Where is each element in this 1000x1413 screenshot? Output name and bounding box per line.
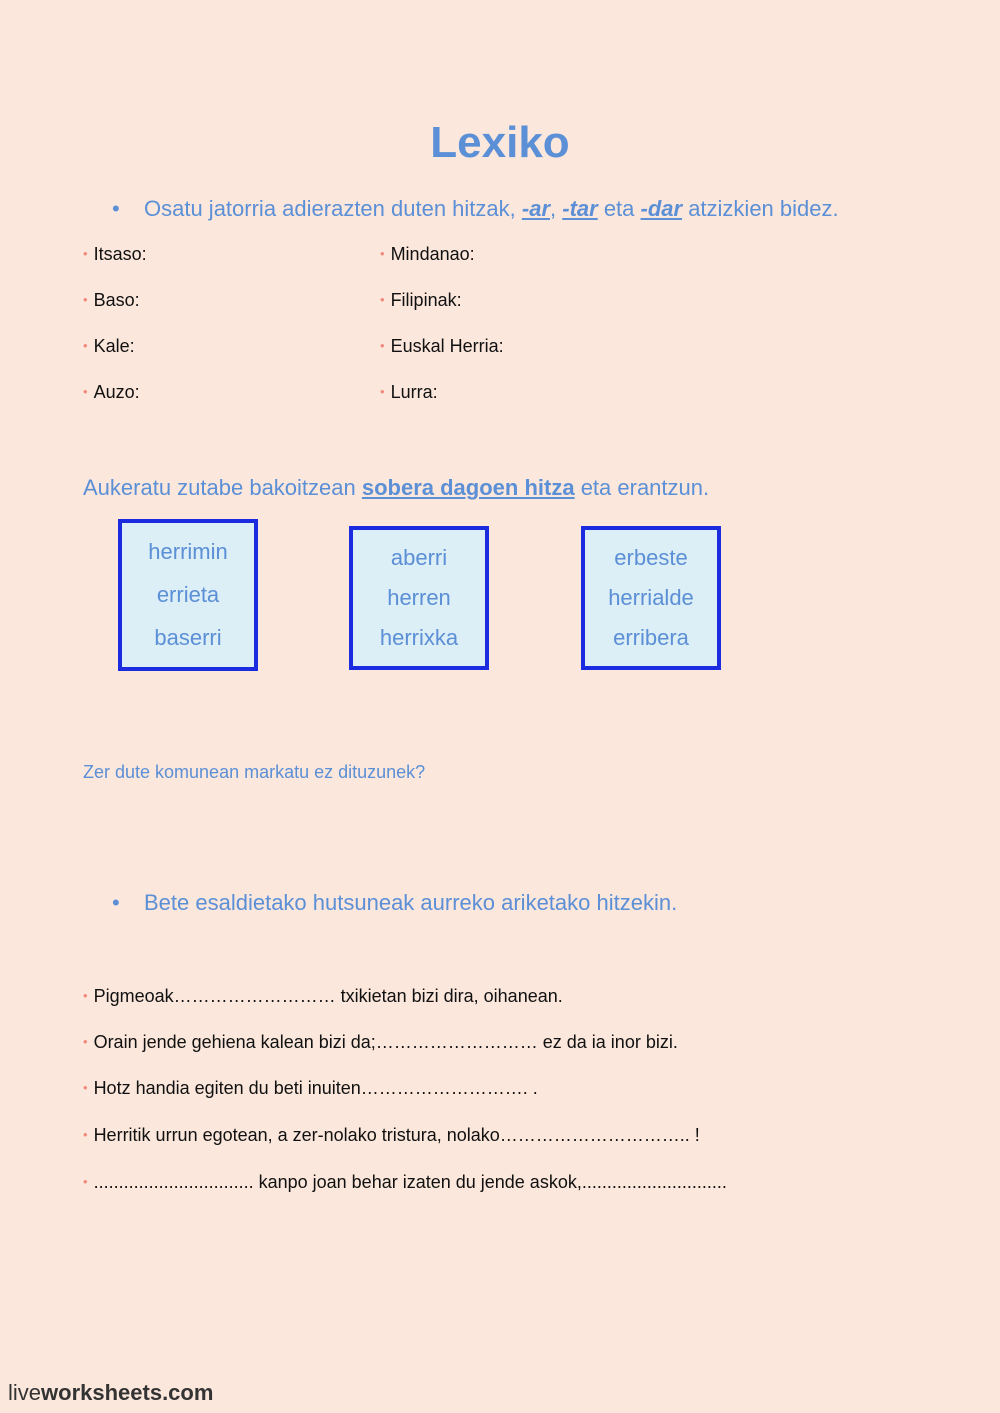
sentence-item[interactable]: • ................................ kanpo joan behar izaten du jende askok,.............................	[83, 1172, 727, 1192]
word-option[interactable]: herrixka	[379, 625, 459, 650]
sentence-item[interactable]: • Pigmeoak……………………… txikietan bizi dira, oihanean.	[83, 986, 563, 1006]
word-option[interactable]: aberri	[390, 545, 448, 570]
word-item[interactable]: • Euskal Herria:	[380, 336, 504, 356]
suffix-ar: -ar	[521, 196, 551, 221]
sentence-item[interactable]: • Herritik urrun egotean, a zer-nolako tristura, nolako………………………….. !	[83, 1125, 700, 1145]
exercise3-instruction: • Bete esaldietako hutsuneak aurreko ariketako hitzekin.	[112, 890, 678, 915]
page-title: Lexiko	[430, 118, 570, 167]
suffix-tar: -tar	[562, 196, 598, 221]
word-option[interactable]: erribera	[613, 625, 689, 650]
word-item[interactable]: • Itsaso:	[83, 244, 147, 264]
word-item[interactable]: • Filipinak:	[380, 290, 462, 310]
word-column-3	[581, 526, 721, 670]
question-text: Zer dute komunean markatu ez dituzunek?	[83, 762, 426, 782]
word-item[interactable]: • Kale:	[83, 336, 135, 356]
word-option[interactable]: baserri	[154, 624, 222, 650]
bullet-dot: •	[112, 890, 120, 915]
word-item[interactable]: • Mindanao:	[380, 244, 475, 264]
word-item[interactable]: • Lurra:	[380, 382, 438, 402]
liveworksheets-logo: liveworksheets.com	[8, 1380, 214, 1405]
word-option[interactable]: herren	[387, 585, 451, 610]
exercise1-instruction	[112, 196, 839, 222]
bullet-dot: •	[112, 196, 120, 221]
sentence-item[interactable]: • Hotz handia egiten du beti inuiten………………………. .	[83, 1078, 538, 1098]
sentence-item[interactable]: • Orain jende gehiena kalean bizi da;……………………… ez da ia inor bizi.	[83, 1032, 678, 1052]
separator: eta	[597, 196, 641, 221]
word-item[interactable]: • Auzo:	[83, 382, 140, 402]
word-option[interactable]: herrialde	[608, 585, 694, 610]
word-option[interactable]: erbeste	[614, 545, 688, 570]
word-option[interactable]: herrimin	[148, 539, 228, 565]
instruction-text: Osatu jatorria adierazten duten hitzak,	[144, 196, 522, 221]
suffix-dar: -dar	[640, 196, 683, 221]
exercise2-instruction: Aukeratu zutabe bakoitzean sobera dagoen hitza eta erantzun.	[83, 475, 710, 500]
word-option[interactable]: errieta	[156, 581, 220, 607]
word-column-1	[118, 519, 258, 671]
instruction-text: atzizkien bidez.	[682, 196, 839, 221]
separator: ,	[550, 196, 563, 221]
word-item[interactable]: • Baso:	[83, 290, 140, 310]
word-column-2	[349, 526, 489, 670]
